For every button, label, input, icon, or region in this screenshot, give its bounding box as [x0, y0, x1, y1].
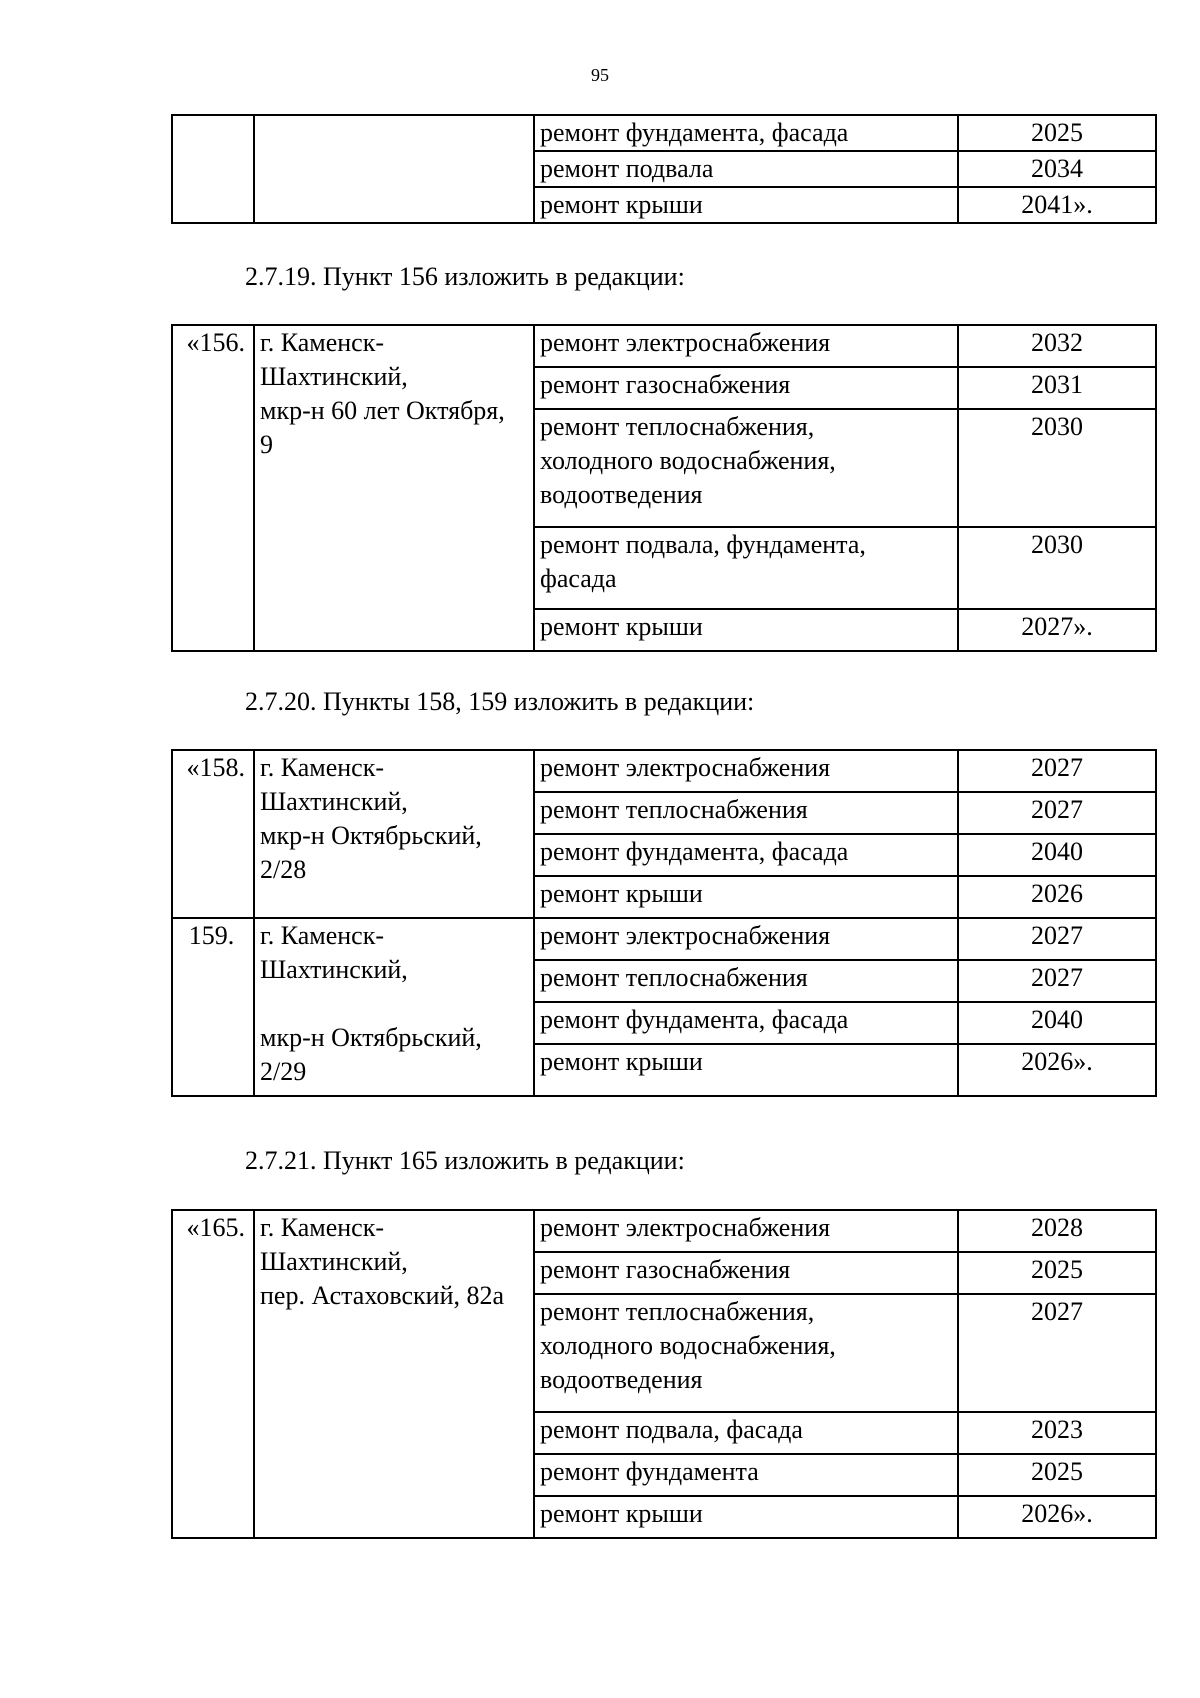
work-cell: ремонт крыши — [534, 1496, 958, 1538]
address-cell — [254, 115, 534, 223]
work-cell: ремонт электроснабжения — [534, 750, 958, 792]
section-heading: 2.7.20. Пункты 158, 159 изложить в редакции: — [245, 687, 755, 716]
year-cell: 2027 — [958, 750, 1156, 792]
year-cell: 2023 — [958, 1412, 1156, 1454]
work-cell: ремонт теплоснабжения — [534, 792, 958, 834]
year-cell: 2025 — [958, 1252, 1156, 1294]
items-158-159-table — [171, 749, 1157, 1097]
year-cell: 2028 — [958, 1210, 1156, 1252]
table-row — [172, 115, 1156, 151]
work-cell: ремонт фундамента, фасада — [534, 115, 958, 151]
table-row — [172, 918, 1156, 960]
table-row — [172, 1210, 1156, 1252]
work-cell: ремонт теплоснабжения, холодного водоснабжения, водоотведения — [534, 1294, 958, 1412]
work-cell: ремонт крыши — [534, 187, 958, 223]
work-cell: ремонт фундамента — [534, 1454, 958, 1496]
year-cell: 2027 — [958, 1294, 1156, 1412]
work-cell: ремонт газоснабжения — [534, 367, 958, 409]
year-cell: 2026». — [958, 1496, 1156, 1538]
year-cell: 2027 — [958, 792, 1156, 834]
year-cell: 2027 — [958, 960, 1156, 1002]
table-row — [172, 750, 1156, 792]
work-cell: ремонт электроснабжения — [534, 325, 958, 367]
year-cell: 2026». — [958, 1044, 1156, 1096]
year-cell: 2032 — [958, 325, 1156, 367]
work-cell: ремонт теплоснабжения, холодного водоснабжения, водоотведения — [534, 409, 958, 527]
year-cell: 2025 — [958, 1454, 1156, 1496]
num-cell: «156. — [172, 325, 254, 651]
work-cell: ремонт электроснабжения — [534, 918, 958, 960]
work-cell: ремонт фундамента, фасада — [534, 834, 958, 876]
item-165-table — [171, 1209, 1157, 1539]
work-cell: ремонт подвала, фундамента, фасада — [534, 527, 958, 609]
address-cell: г. Каменск- Шахтинский, мкр-н Октябрьский, 2/28 — [254, 750, 534, 918]
year-cell: 2030 — [958, 409, 1156, 527]
year-cell: 2034 — [958, 151, 1156, 187]
num-cell: «165. — [172, 1210, 254, 1538]
work-cell: ремонт крыши — [534, 609, 958, 651]
year-cell: 2041». — [958, 187, 1156, 223]
item-156-table — [171, 324, 1157, 652]
year-cell: 2025 — [958, 115, 1156, 151]
continuation-table — [171, 114, 1157, 224]
work-cell: ремонт крыши — [534, 1044, 958, 1096]
year-cell: 2027». — [958, 609, 1156, 651]
work-cell: ремонт теплоснабжения — [534, 960, 958, 1002]
section-heading: 2.7.21. Пункт 165 изложить в редакции: — [245, 1146, 685, 1175]
table-row — [172, 325, 1156, 367]
work-cell: ремонт газоснабжения — [534, 1252, 958, 1294]
work-cell: ремонт подвала — [534, 151, 958, 187]
work-cell: ремонт подвала, фасада — [534, 1412, 958, 1454]
address-cell: г. Каменск- Шахтинский, мкр-н 60 лет Октября, 9 — [254, 325, 534, 651]
year-cell: 2030 — [958, 527, 1156, 609]
page-number: 95 — [591, 65, 609, 85]
year-cell: 2031 — [958, 367, 1156, 409]
work-cell: ремонт фундамента, фасада — [534, 1002, 958, 1044]
year-cell: 2040 — [958, 834, 1156, 876]
year-cell: 2040 — [958, 1002, 1156, 1044]
work-cell: ремонт крыши — [534, 876, 958, 918]
num-cell — [172, 115, 254, 223]
address-cell: г. Каменск- Шахтинский, мкр-н Октябрьский, 2/29 — [254, 918, 534, 1096]
num-cell: 159. — [172, 918, 254, 1096]
num-cell: «158. — [172, 750, 254, 918]
work-cell: ремонт электроснабжения — [534, 1210, 958, 1252]
section-heading: 2.7.19. Пункт 156 изложить в редакции: — [245, 262, 685, 291]
year-cell: 2026 — [958, 876, 1156, 918]
year-cell: 2027 — [958, 918, 1156, 960]
address-cell: г. Каменск- Шахтинский, пер. Астаховский, 82а — [254, 1210, 534, 1538]
